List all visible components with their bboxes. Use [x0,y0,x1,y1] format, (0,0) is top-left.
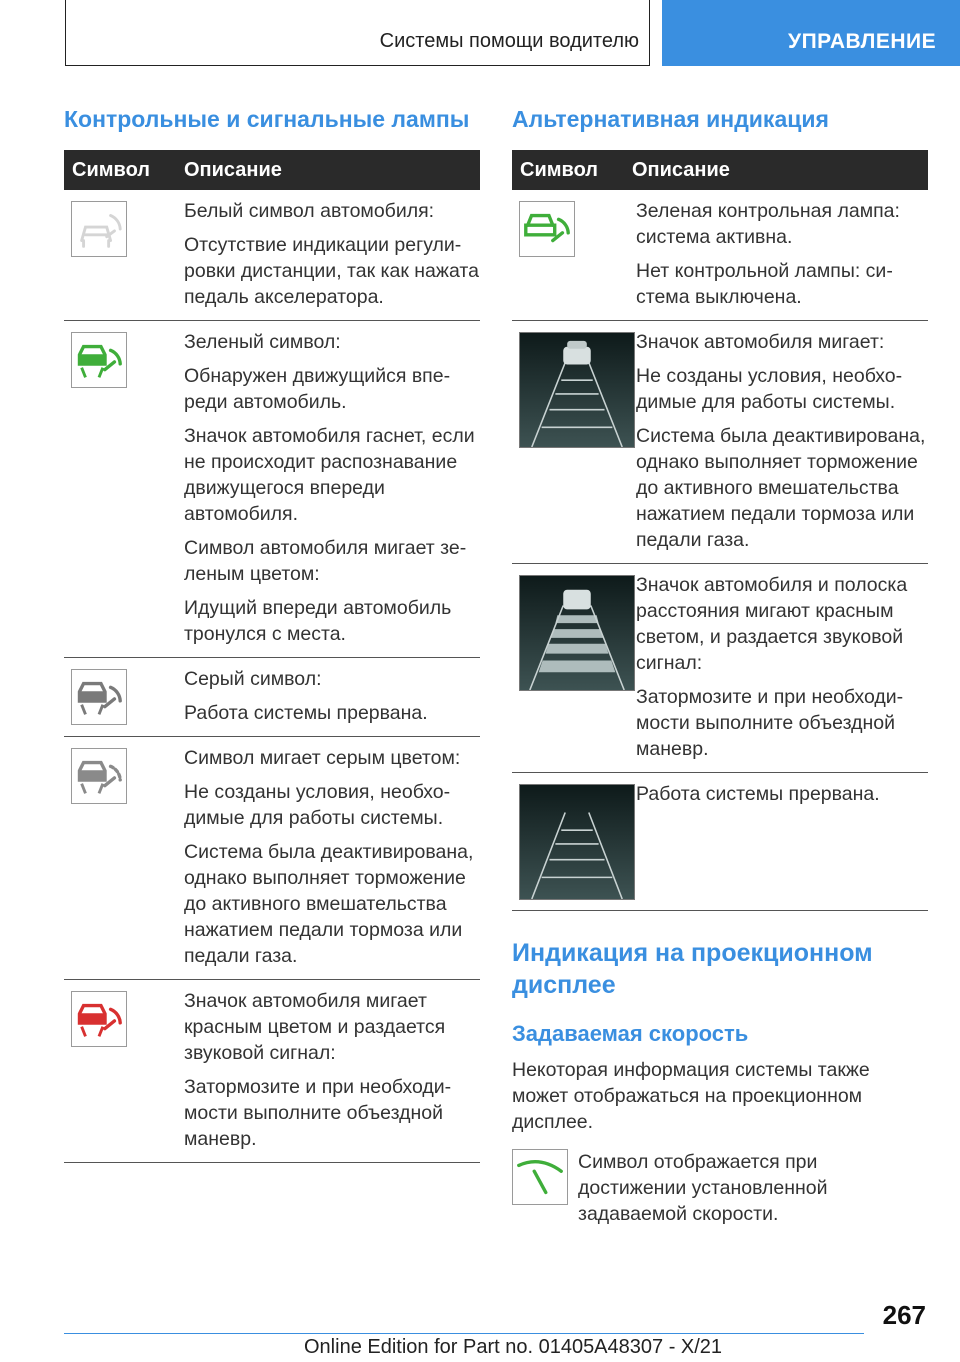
row-text: Обнаружен движущийся впереди автомобиль. [184,365,451,413]
row-text: Символ мигает серым цветом: [184,747,461,769]
hud-symbol-text: Символ отображается при достижении установленной задаваемой скорости. [578,1151,828,1225]
car-distance-white-icon [71,201,127,257]
car-distance-grey-blink-icon [71,748,127,804]
row-text: Зеленый символ: [184,331,341,353]
hud-symbol-row [512,1149,928,1227]
car-distance-red-icon [71,991,127,1047]
page-number: 267 [882,1300,926,1330]
right-section-title: Альтернативная индикация [512,106,829,132]
left-col-symbol: Символ [72,158,150,181]
row-text: Белый символ автомобиля: [184,200,435,222]
row-text: Значок автомобиля мигает красным цветом и раздается звуковой сигнал: [184,990,446,1064]
row-text: Не созданы условия, необходимые для работы системы. [636,365,903,413]
row-text: Идущий впереди автомобиль тронулся с места. [184,597,452,645]
right-table-header [512,150,928,190]
row-text: Значок автомобиля и полоска расстояния мигают красным светом, и раздается звуковой сигнал: [636,574,908,674]
header-section-title: Системы помощи водителю [379,30,639,52]
row-text: Система была деактивирована, однако выполняет торможение до активного вмешательства нажатием педали тормоза или педали газа. [184,841,474,967]
footer-edition[interactable]: Online Edition for Part no. 01405A48307 - X/21 [304,1336,723,1358]
display-lanes-empty-icon [519,784,635,900]
distance-control-green-icon [519,201,575,257]
table-row [512,773,928,911]
right-col-symbol: Символ [520,158,598,181]
row-text: Зеленая контрольная лампа: система активна. [636,200,900,248]
car-distance-grey-icon [71,669,127,725]
display-car-blink-icon [519,332,635,448]
table-row [64,321,480,658]
left-table-header [64,150,480,190]
row-text: Символ автомобиля мигает зеленым цветом: [184,537,467,585]
row-text: Затормозите и при необходимости выполните объездной маневр. [184,1076,452,1150]
table-row [512,190,928,321]
table-row [512,564,928,773]
footer-divider [64,1333,864,1334]
header-chapter-tab[interactable]: УПРАВЛЕНИЕ [662,0,960,66]
row-text: Работа системы прервана. [636,783,880,805]
right-column [512,106,928,1227]
row-text: Нет контрольной лампы: система выключена. [636,260,893,308]
row-text: Работа системы прервана. [184,702,428,724]
table-row [512,321,928,564]
right-col-description: Описание [632,158,730,181]
left-column [64,106,480,1163]
display-car-distance-red-icon [519,575,635,691]
row-text: Серый символ: [184,668,322,690]
hud-section-title: Индикация на проекционном дисплее [512,939,873,999]
hud-subsection-title: Задаваемая скорость [512,1021,749,1046]
table-row [64,658,480,737]
row-text: Система была деактивирована, однако выполняет торможение до активного вмешательства нажатием педали тормоза или педали газа. [636,425,926,551]
header-frame [65,0,650,66]
row-text: Не созданы условия, необходимые для работы системы. [184,781,451,829]
left-section-title: Контрольные и сигнальные лампы [64,106,470,132]
table-row [64,980,480,1163]
car-distance-green-icon [71,332,127,388]
hud-text: Некоторая информация системы также может отображаться на проекционном дисплее. [512,1059,870,1133]
table-row [64,190,480,321]
speed-gauge-green-icon [512,1149,568,1205]
row-text: Значок автомобиля гаснет, если не происходит распознавание движущегося впереди автомобиля. [184,425,475,525]
row-text: Отсутствие индикации регулировки дистанции, так как нажата педаль акселератора. [184,234,479,308]
row-text: Значок автомобиля мигает: [636,331,885,353]
left-col-description: Описание [184,158,282,181]
table-row [64,737,480,980]
row-text: Затормозите и при необходимости выполните объездной маневр. [636,686,904,760]
